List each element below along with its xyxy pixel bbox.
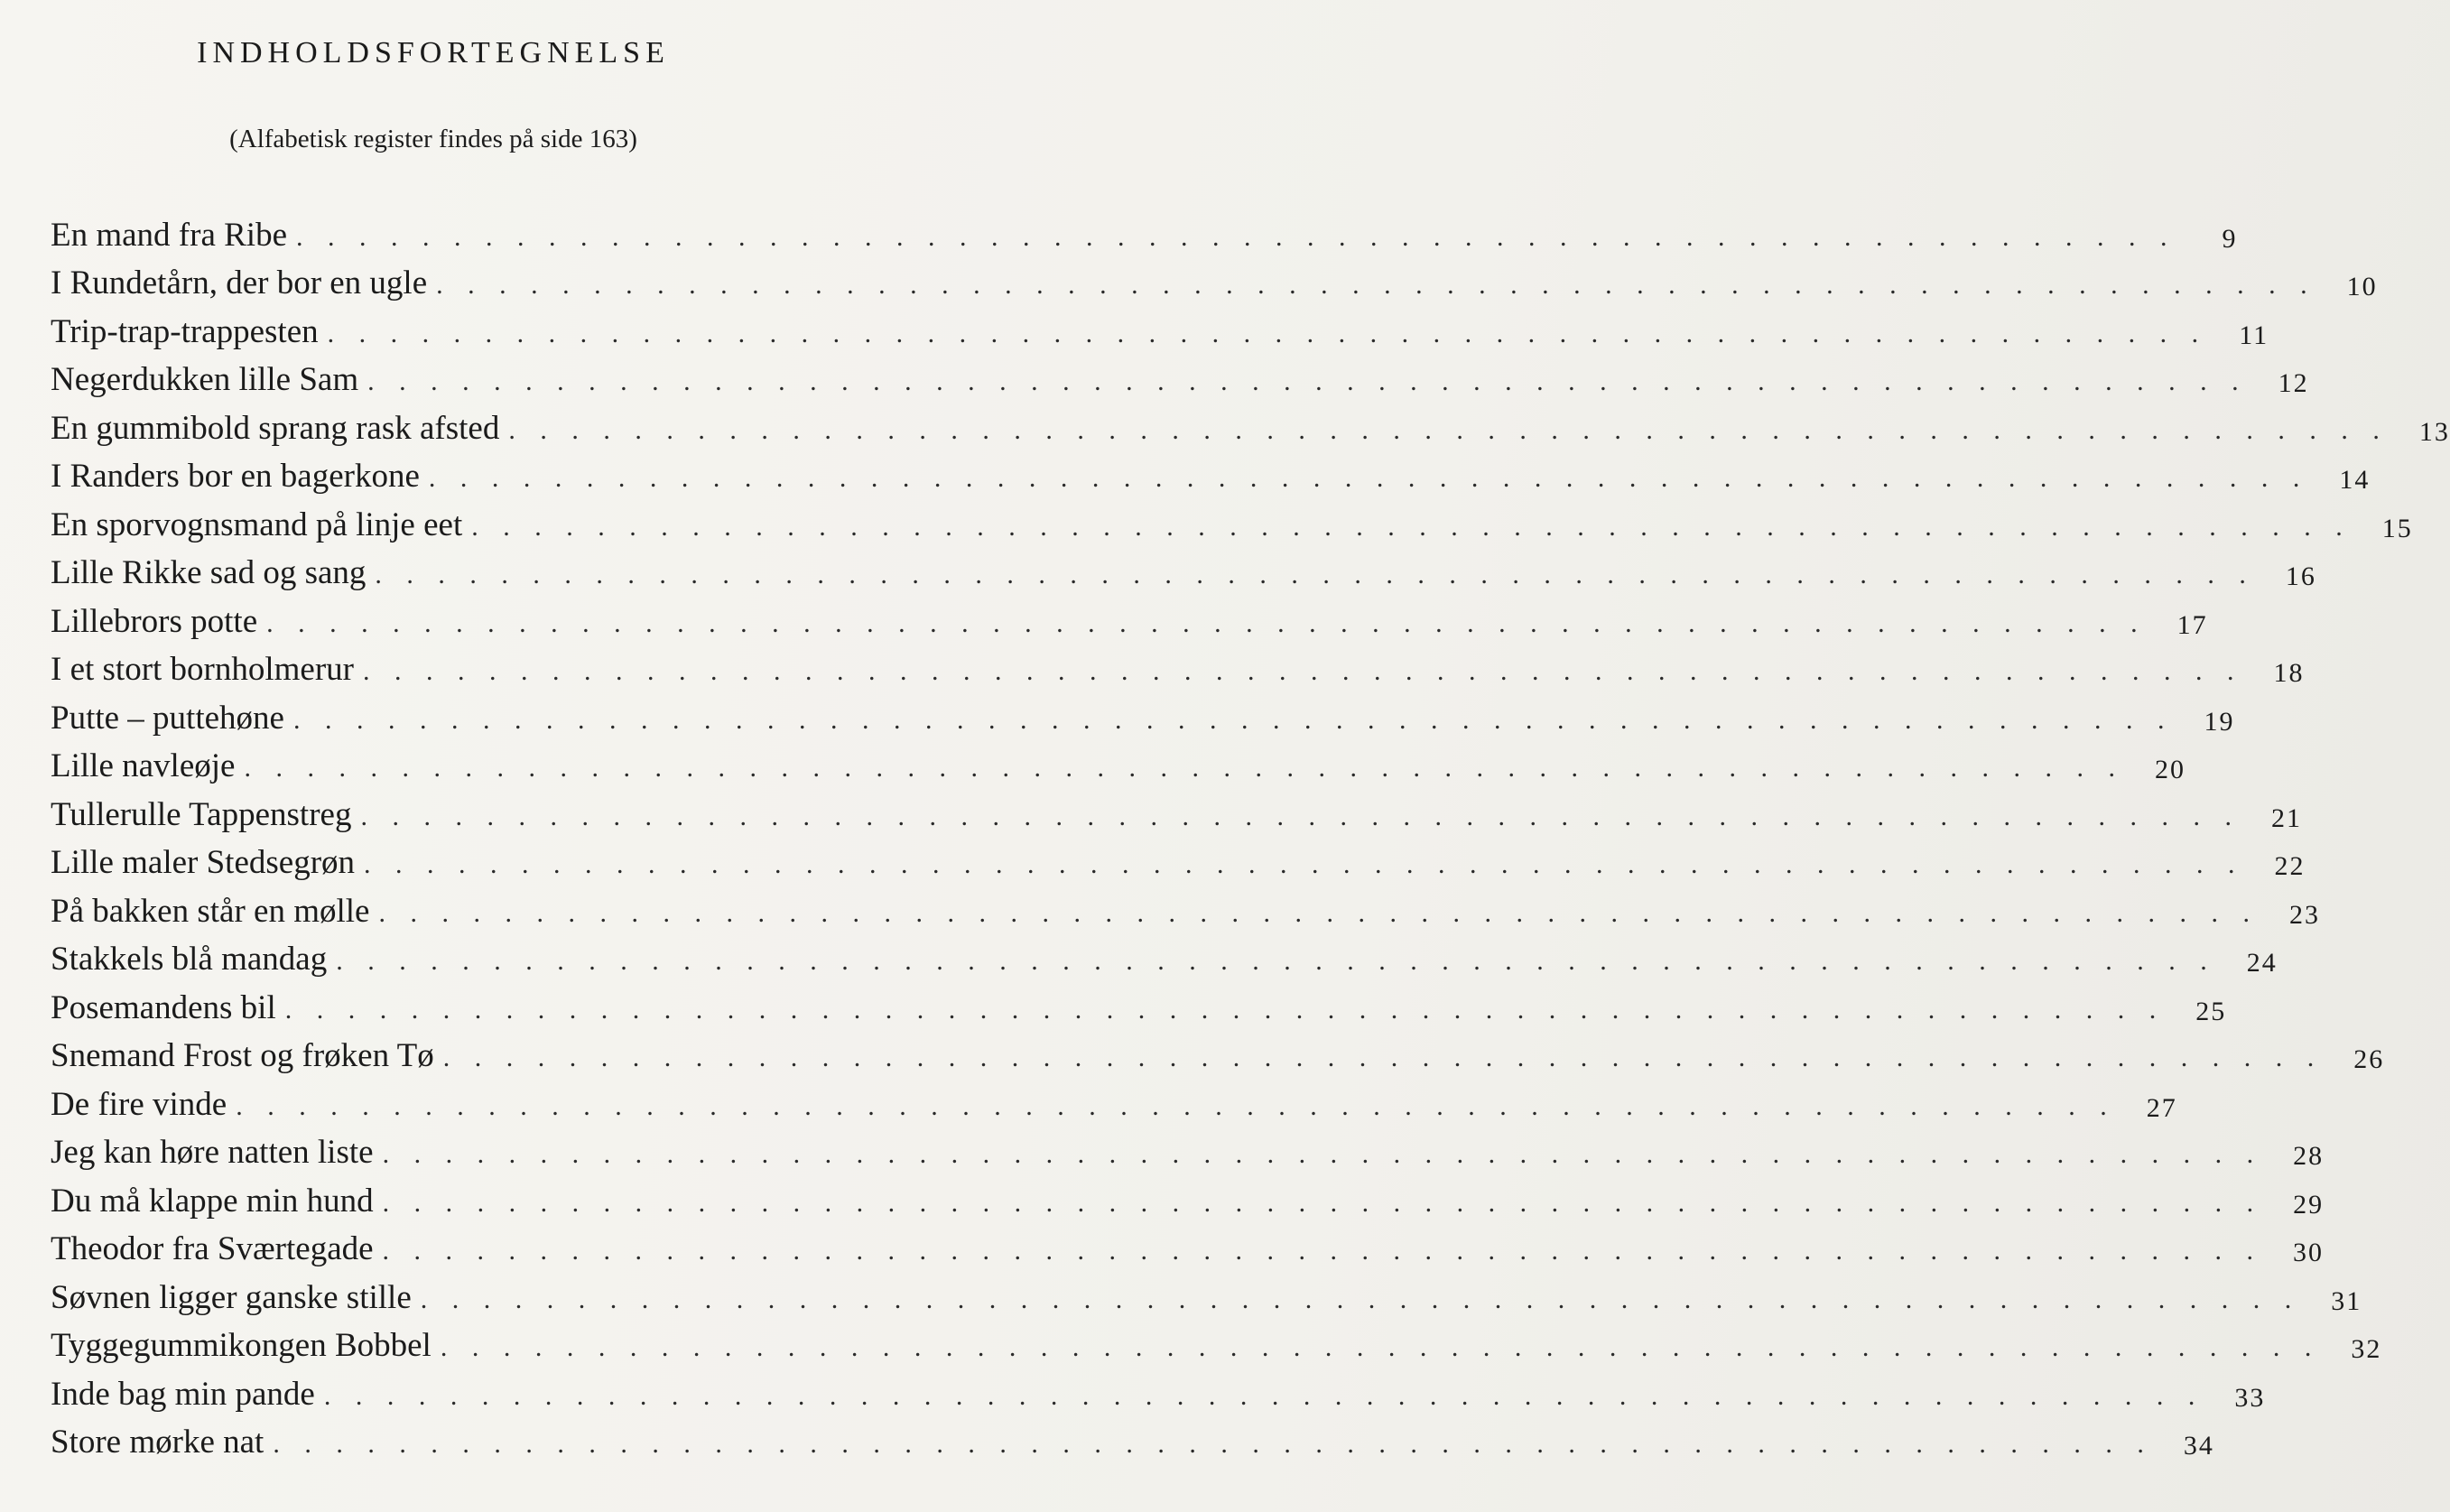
toc-entry-page-number: 22 (2274, 851, 2306, 881)
toc-entry-title: På bakken står en mølle (51, 892, 370, 930)
dot-leader: . . . . . . . . . . . . . . . . . . . . . . . . . . . . . . . . . . . . . . . . . . . . . . . . . . . . . . . . . . . . (442, 1043, 2324, 1072)
dot-leader: . . . . . . . . . . . . . . . . . . . . . . . . . . . . . . . . . . . . . . . . . . . . . . . . . . . . . . . . . . . . (378, 897, 2259, 928)
toc-entry-title: I Randers bor en bagerkone (51, 458, 420, 495)
toc-entry (51, 206, 2238, 255)
dot-leader: . . . . . . . . . . . . . . . . . . . . . . . . . . . . . . . . . . . . . . . . . . . . . . . . . . . . . . . . . . . . (382, 1236, 2263, 1266)
toc-entry-title: En sporvognsmand på linje eet (51, 506, 463, 543)
toc-entry-title: Snemand Frost og frøken Tø (51, 1037, 434, 1074)
dot-leader: . . . . . . . . . . . . . . . . . . . . . . . . . . . . . . . . . . . . . . . . . . . . . . . . . . . . . . . . . . . . (296, 221, 2176, 252)
toc-entry (51, 302, 2269, 351)
dot-leader: . . . . . . . . . . . . . . . . . . . . . . . . . . . . . . . . . . . . . . . . . . . . . . . . . . . . . . . . . . . . (273, 1429, 2153, 1459)
dot-leader: . . . . . . . . . . . . . . . . . . . . . . . . . . . . . . . . . . . . . . . . . . . . . . . . . . . . . . . . . . . . (508, 414, 2389, 445)
toc-entry-page-number: 19 (2204, 706, 2235, 737)
toc-entry-title: Stakkels blå mandag (51, 941, 328, 978)
toc-entry (51, 1075, 2177, 1124)
toc-entry (51, 351, 2309, 400)
toc-entry-page-number: 25 (2195, 996, 2227, 1026)
toc-entry-title: Inde bag min pande (51, 1375, 315, 1413)
toc-entry (51, 496, 2413, 544)
toc-entry-page-number: 12 (2278, 368, 2309, 398)
toc-entry (51, 448, 2371, 496)
dot-leader: . . . . . . . . . . . . . . . . . . . . . . . . . . . . . . . . . . . . . . . . . . . . . . . . . . . . . . . . . . . . (336, 946, 2216, 976)
toc-entry-page-number: 17 (2176, 609, 2208, 640)
toc-entry-page-number: 31 (2331, 1285, 2362, 1316)
dot-leader: . . . . . . . . . . . . . . . . . . . . . . . . . . . . . . . . . . . . . . . . . . . . . . . . . . . . . . . . . . . . (360, 801, 2241, 831)
toc-entry-page-number: 18 (2273, 658, 2305, 688)
dot-leader: . . . . . . . . . . . . . . . . . . . . . . . . . . . . . . . . . . . . . . . . . . . . . . . . . . . . . . . . . . . . (367, 366, 2248, 396)
toc-entry-page-number: 14 (2339, 465, 2371, 495)
toc-entry (51, 1220, 2325, 1269)
toc-entry-title: Lille navleøje (51, 747, 236, 784)
toc-entry-page-number: 28 (2293, 1141, 2325, 1171)
dot-leader: . . . . . . . . . . . . . . . . . . . . . . . . . . . . . . . . . . . . . . . . . . . . . . . . . . . . . . . . . . . . (382, 1139, 2263, 1169)
toc-entry-title: I et stort bornholmerur (51, 651, 354, 688)
toc-entry-page-number: 11 (2239, 320, 2269, 350)
toc-entry (51, 785, 2302, 834)
toc-entry (51, 882, 2320, 931)
toc-entry-page-number: 26 (2353, 1044, 2385, 1074)
toc-entry-title: I Rundetårn, der bor en ugle (51, 264, 428, 301)
toc-entry-title: En gummibold sprang rask afsted (51, 409, 500, 447)
toc-entry (51, 1172, 2325, 1220)
toc-entry-page-number: 20 (2154, 755, 2186, 784)
toc-entry (51, 641, 2305, 690)
toc-entry-page-number: 34 (2183, 1431, 2214, 1461)
toc-entry-title: Tyggegummikongen Bobbel (51, 1327, 432, 1364)
toc-entry-page-number: 23 (2288, 899, 2320, 930)
toc-entry-title: De fire vinde (51, 1085, 227, 1123)
dot-leader: . . . . . . . . . . . . . . . . . . . . . . . . . . . . . . . . . . . . . . . . . . . . . . . . . . . . . . . . . . . . (471, 511, 2352, 542)
dot-leader: . . . . . . . . . . . . . . . . . . . . . . . . . . . . . . . . . . . . . . . . . . . . . . . . . . . . . . . . . . . . (292, 704, 2174, 735)
toc-entry (51, 544, 2316, 593)
toc-entry-title: Theodor fra Sværtegade (51, 1230, 374, 1267)
toc-entry (51, 1268, 2362, 1317)
dot-leader: . . . . . . . . . . . . . . . . . . . . . . . . . . . . . . . . . . . . . . . . . . . . . . . . . . . . . . . . . . . . (364, 849, 2244, 879)
dot-leader: . . . . . . . . . . . . . . . . . . . . . . . . . . . . . . . . . . . . . . . . . . . . . . . . . . . . . . . . . . . . (236, 1090, 2116, 1121)
toc-entry (51, 1365, 2266, 1414)
toc-entry (51, 834, 2306, 883)
toc-entry-title: En mand fra Ribe (51, 216, 287, 254)
toc-entry-title: Lillebrors potte (51, 602, 258, 640)
toc-entry-page-number: 24 (2246, 948, 2278, 978)
dot-leader: . . . . . . . . . . . . . . . . . . . . . . . . . . . . . . . . . . . . . . . . . . . . . . . . . . . . . . . . . . . . (375, 560, 2255, 589)
toc-entry-title: Trip-trap-trappesten (51, 312, 319, 350)
dot-leader: . . . . . . . . . . . . . . . . . . . . . . . . . . . . . . . . . . . . . . . . . . . . . . . . . . . . . . . . . . . . (323, 1380, 2204, 1411)
toc-entry-page-number: 15 (2381, 513, 2413, 543)
toc-entry-title: Tullerulle Tappenstreg (51, 795, 352, 833)
toc-entry-title: Lille Rikke sad og sang (51, 554, 367, 591)
page-subtitle: (Alfabetisk register findes på side 163) (229, 125, 637, 153)
toc-entry (51, 592, 2208, 641)
toc-entry (51, 931, 2278, 979)
toc-entry-title: Du må klappe min hund (51, 1182, 374, 1220)
toc-entry-page-number: 32 (2351, 1334, 2382, 1364)
page-title: INDHOLDSFORTEGNELSE (197, 36, 670, 70)
toc-entry (51, 1317, 2382, 1366)
toc-entry-page-number: 30 (2293, 1238, 2325, 1267)
dot-leader: . . . . . . . . . . . . . . . . . . . . . . . . . . . . . . . . . . . . . . . . . . . . . . . . . . . . . . . . . . . . (266, 608, 2147, 638)
toc-entry (51, 737, 2186, 786)
toc-entry (51, 399, 2450, 448)
dot-leader: . . . . . . . . . . . . . . . . . . . . . . . . . . . . . . . . . . . . . . . . . . . . . . . . . . . . . . . . . . . . (284, 994, 2166, 1025)
toc-entry-page-number: 33 (2234, 1382, 2266, 1413)
toc-entry-title: Store mørke nat (51, 1424, 264, 1461)
toc-entry-page-number: 16 (2285, 561, 2316, 591)
toc-entry-title: Lille maler Stedsegrøn (51, 844, 356, 881)
toc-entry-page-number: 21 (2270, 802, 2302, 833)
toc-entry (51, 1414, 2214, 1462)
toc-entry-page-number: 29 (2293, 1189, 2325, 1220)
toc-entry-page-number: 9 (2222, 223, 2238, 254)
toc-entry-page-number: 27 (2146, 1092, 2177, 1123)
table-of-contents (51, 206, 2450, 1461)
toc-entry-page-number: 10 (2346, 272, 2378, 301)
toc-entry-title: Jeg kan høre natten liste (51, 1134, 374, 1171)
dot-leader: . . . . . . . . . . . . . . . . . . . . . . . . . . . . . . . . . . . . . . . . . . . . . . . . . . . . . . . . . . . . (436, 270, 2316, 300)
dot-leader: . . . . . . . . . . . . . . . . . . . . . . . . . . . . . . . . . . . . . . . . . . . . . . . . . . . . . . . . . . . . (363, 656, 2243, 686)
toc-entry-title: Posemandens bil (51, 988, 276, 1026)
toc-entry (51, 1027, 2385, 1076)
toc-entry-title: Putte – puttehøne (51, 699, 284, 737)
dot-leader: . . . . . . . . . . . . . . . . . . . . . . . . . . . . . . . . . . . . . . . . . . . . . . . . . . . . . . . . . . . . (428, 463, 2309, 493)
toc-entry (51, 1124, 2325, 1173)
toc-entry (51, 255, 2378, 303)
toc-entry (51, 689, 2235, 737)
dot-leader: . . . . . . . . . . . . . . . . . . . . . . . . . . . . . . . . . . . . . . . . . . . . . . . . . . . . . . . . . . . . (382, 1187, 2263, 1218)
toc-entry (51, 979, 2227, 1027)
dot-leader: . . . . . . . . . . . . . . . . . . . . . . . . . . . . . . . . . . . . . . . . . . . . . . . . . . . . . . . . . . . . (420, 1284, 2301, 1314)
dot-leader: . . . . . . . . . . . . . . . . . . . . . . . . . . . . . . . . . . . . . . . . . . . . . . . . . . . . . . . . . . . . (327, 318, 2208, 348)
toc-entry-page-number: 13 (2418, 416, 2450, 447)
dot-leader: . . . . . . . . . . . . . . . . . . . . . . . . . . . . . . . . . . . . . . . . . . . . . . . . . . . . . . . . . . . . (244, 753, 2124, 783)
dot-leader: . . . . . . . . . . . . . . . . . . . . . . . . . . . . . . . . . . . . . . . . . . . . . . . . . . . . . . . . . . . . (440, 1332, 2321, 1362)
toc-entry-title: Negerdukken lille Sam (51, 361, 359, 398)
toc-entry-title: Søvnen ligger ganske stille (51, 1278, 412, 1316)
